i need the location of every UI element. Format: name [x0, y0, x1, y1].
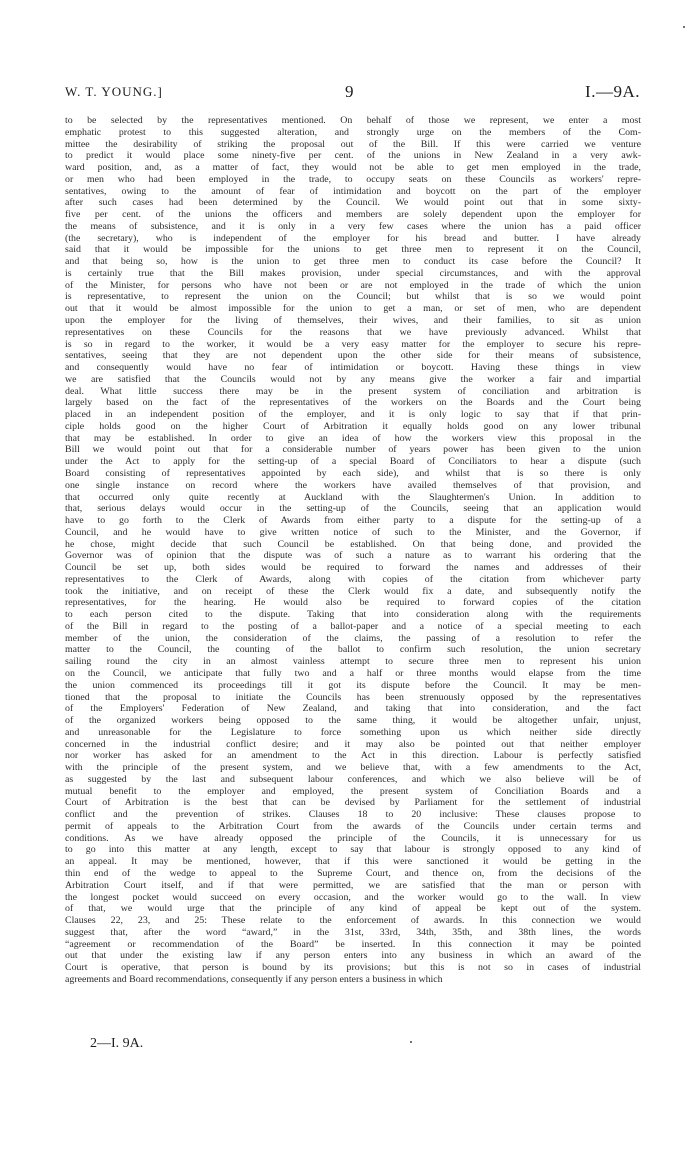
document-reference: I.—9A.: [585, 82, 640, 101]
text-line: of the Employers' Federation of New Zealand, and taking that into consideration, and the fact: [65, 703, 641, 715]
text-line: have to go forth to the Clerk of Awards from either party to a dispute for the setting-up of a: [65, 515, 641, 527]
text-line: largely based on the fact of the representatives of the workers on the Boards and the Court being: [65, 397, 641, 409]
text-line: is representative, to represent the union on the Council; but whilst that is so we would point: [65, 291, 641, 303]
header-author: W. T. YOUNG.]: [65, 84, 163, 99]
text-line: Arbitration Court itself, and if that were permitted, we are satisfied that the man or person with: [65, 879, 641, 891]
text-line: the longest pocket would succeed on every occasion, and the worker would go to the wall. In view: [65, 891, 641, 903]
text-line: representatives to the Clerk of Awards, along with copies of the citation from whichever party: [65, 573, 641, 585]
scan-speck: [410, 1041, 412, 1043]
text-line: is so in regard to the worker, it would be a very easy matter for the employer to secure his repre-: [65, 338, 641, 350]
text-line: deal. What little success there may be in the present system of conciliation and arbitration is: [65, 385, 641, 397]
text-line: Council be set up, both sides would be required to forward the names and addresses of their: [65, 562, 641, 574]
text-line: of the Bill in regard to the posting of a ballot-paper and a notice of a special meeting to each: [65, 620, 641, 632]
text-line: representatives, for the hearing. He would also be required to forward copies of the citation: [65, 597, 641, 609]
text-line: Bill we would point out that for a considerable number of years power has been given to the union: [65, 444, 641, 456]
text-line: on the Council, we anticipate that fully two and a half or three months would elapse from the time: [65, 667, 641, 679]
text-line: or men who had been employed in the trade, to occupy seats on these Councils as workers' repre-: [65, 173, 641, 185]
body-text: [65, 115, 641, 986]
text-line: representatives on these Councils for the reasons that we have previously advanced. Whilst that: [65, 326, 641, 338]
text-line: sentatives, owing to the amount of fear of intimidation and boycott on the part of the employer: [65, 185, 641, 197]
text-line: matter to the Council, the counting of the ballot to confirm such resolution, the union secretary: [65, 644, 641, 656]
text-line: member of the union, the consideration of the claims, the passing of a resolution to refer the: [65, 632, 641, 644]
text-line: to go into this matter at any length, except to say that labour is strongly opposed to any kind of: [65, 844, 641, 856]
text-line: after such cases had been determined by the Council. We would point out that in some sixty-: [65, 197, 641, 209]
text-line: out that it would be almost impossible for the union to get a man, or set of men, who are dependent: [65, 303, 641, 315]
text-line: took the initiative, and on receipt of these the Clerk would fix a date, and subsequently notify the: [65, 585, 641, 597]
text-line: ward position, and, as a matter of fact, they would not be able to get men employed in the trade,: [65, 162, 641, 174]
text-line: as suggested by the last and subsequent labour conferences, and which we also believe will be of: [65, 773, 641, 785]
text-line: the union commenced its proceedings till it got its dispute before the Council. It may be men-: [65, 679, 641, 691]
text-line: Court of Arbitration is the best that can be devised by Parliament for the settlement of industrial: [65, 797, 641, 809]
text-line: he chose, might decide that such Council be established. On that being done, and provided the: [65, 538, 641, 550]
text-line: thin end of the wedge to appeal to the Supreme Court, and thence on, from the decisions of the: [65, 868, 641, 879]
text-line: five per cent. of the unions the officers and members are solely dependent upon the employer for: [65, 209, 641, 221]
page-header: [65, 82, 640, 104]
text-line: to each person cited to the dispute. Taking that into consideration along with the requirements: [65, 609, 641, 621]
text-line: “agreement or recommendation of the Board” be inserted. In this connection it may be pointed: [65, 938, 641, 950]
text-line: the means of subsistence, and it is only in a very few cases where the union has a paid officer: [65, 220, 641, 232]
text-line: under the Act to apply for the setting-up of a special Board of Conciliators to hear a dispute (such: [65, 456, 641, 468]
text-line: permit of appeals to the Arbitration Court from the awards of the Councils under certain terms and: [65, 820, 641, 832]
text-line: (the secretary), who is independent of the employer for his bread and butter. I have already: [65, 232, 641, 244]
text-line: Council, and he would have to give written notice of such to the Minister, and the Governor, if: [65, 526, 641, 538]
text-line: mittee the desirability of striking the proposal out of the Bill. If this were carried we venture: [65, 138, 641, 150]
text-line: sentatives, seeing that they are not dependent upon the other side for their means of subsistence,: [65, 350, 641, 362]
text-line: out that under the existing law if any person enters into any business in which an award of the: [65, 950, 641, 962]
text-line: sailing round the city in an almost vainless attempt to secure three men to represent his union: [65, 656, 641, 668]
text-line: that, serious delays would occur in the setting-up of the Councils, seeing that an application would: [65, 503, 641, 515]
text-line: agreements and Board recommendations, consequently if any person enters a business in which: [65, 973, 443, 985]
text-line: that may be established. In order to give an idea of how the workers view this proposal in the: [65, 432, 641, 444]
text-line: conditions. As we have already opposed the principle of the Councils, it is unnecessary for us: [65, 832, 641, 844]
text-line: ciple holds good on the higher Court of Arbitration it equally holds good on any lower tribunal: [65, 420, 641, 432]
text-line: emphatic protest to this suggested alteration, and strongly urge on the members of the Com-: [65, 126, 641, 138]
text-line: Clauses 22, 23, and 25: These relate to the enforcement of awards. In this connection we would: [65, 915, 641, 927]
sheet-signature: 2—I. 9A.: [90, 1036, 144, 1051]
text-line: concerned in the industrial conflict desire; and it may also be pointed out that neither employer: [65, 738, 641, 750]
text-line: placed in an independent position of the employer, and it is only logic to say that if that prin-: [65, 409, 641, 421]
text-line: upon the employer for the living of themselves, their wives, and their families, to sit as union: [65, 315, 641, 327]
page-number: 9: [345, 82, 354, 101]
text-line: to be selected by the representatives mentioned. On behalf of those we represent, we enter a most: [65, 115, 641, 126]
text-line: mutual benefit to the employer and employed, the present system of Conciliation Boards and a: [65, 785, 641, 797]
text-line: and consequently would have no fear of intimidation or boycott. Having these things in view: [65, 362, 641, 374]
text-line: and unreasonable for the Legislature to force something upon us which neither side directly: [65, 726, 641, 738]
text-line: of the organized workers being opposed to the same thing, it would be altogether unfair, unjust,: [65, 715, 641, 727]
text-line: an appeal. It may be mentioned, however, that if this were sanctioned it would be getting in the: [65, 856, 641, 868]
text-line: one single instance on record where the workers have availed themselves of that provision, and: [65, 479, 641, 491]
text-line: to predict it would place some ninety-five per cent. of the unions in New Zealand in a very awk-: [65, 150, 641, 162]
text-line: Court is operative, that person is bound by its provisions; but this is not so in cases of industrial: [65, 962, 641, 974]
text-line: and that being so, how is the union to get three men to conduct its case before the Council? It: [65, 256, 641, 268]
text-line: Governor was of opinion that the dispute was of such a nature as to warrant his ordering that the: [65, 550, 641, 562]
text-line: that occurred only quite recently at Auckland with the Slaughtermen's Union. In addition to: [65, 491, 641, 503]
text-line: is certainly true that the Bill makes provision, under special circumstances, and with the approval: [65, 267, 641, 279]
text-line: with the principle of the present system, and we believe that, with a few amendments to the Act,: [65, 762, 641, 774]
text-line: said that it would be impossible for the unions to get three men to represent it on the Council,: [65, 244, 641, 256]
text-line: tioned that the proposal to initiate the Councils has been strenuously opposed by the representatives: [65, 691, 641, 703]
text-line: we are satisfied that the Councils would not by any means give the worker a fair and impartial: [65, 373, 641, 385]
scan-speck: [683, 26, 685, 28]
text-line: of that, we would urge that the principle of any kind of appeal be kept out of the system.: [65, 903, 641, 915]
text-line: conflict and the prevention of strikes. Clauses 18 to 20 inclusive: These clauses propose to: [65, 809, 641, 821]
text-line: suggest that, after the word “award,” in the 31st, 33rd, 34th, 35th, and 38th lines, the words: [65, 926, 641, 938]
text-line: Board consisting of representatives appointed by each side), and whilst that is so there is only: [65, 467, 641, 479]
text-line: of the Minister, for persons who have not been or are not employed in the trade of which the union: [65, 279, 641, 291]
text-line: nor worker has asked for an amendment to the Act in this direction. Labour is perfectly satisfied: [65, 750, 641, 762]
